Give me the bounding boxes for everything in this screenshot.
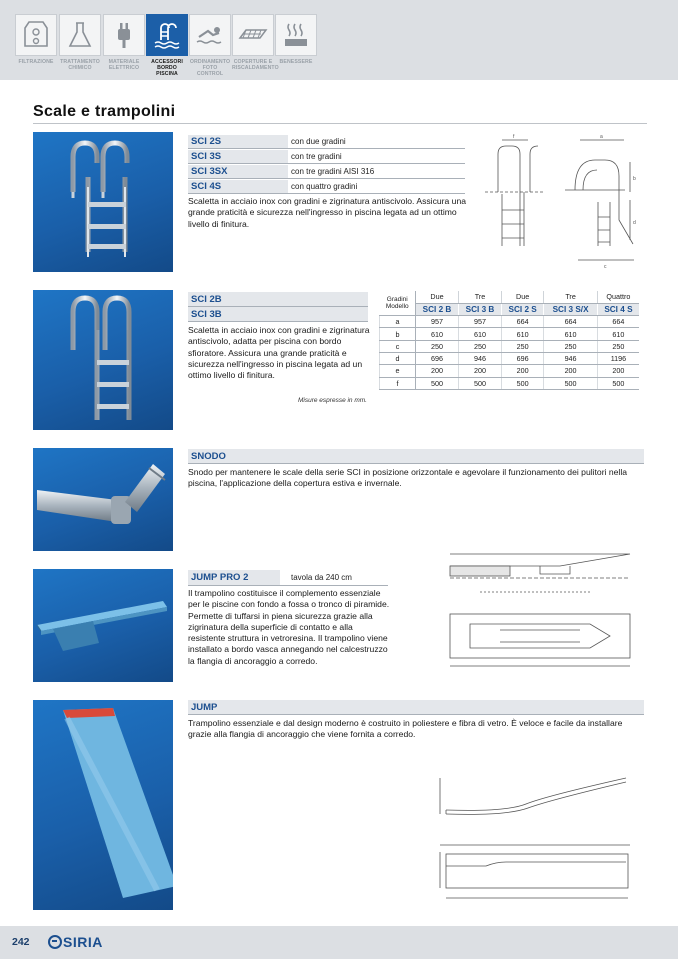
ladder-technical-drawing (480, 132, 650, 272)
table-cell: 610 (416, 328, 459, 340)
jump-title: JUMP (188, 700, 644, 715)
cover-icon (232, 14, 274, 56)
jump-pro-technical-drawing (440, 534, 640, 684)
table-cell: 250 (501, 340, 543, 352)
model-header: SCI 2 S (501, 303, 543, 315)
nav-coperture-riscaldamento[interactable]: COPERTURE E RISCALDAMENTO (232, 14, 274, 71)
table-cell: 500 (458, 377, 501, 389)
table-row (380, 328, 640, 340)
table-cell: 500 (544, 377, 598, 389)
jump-pro-rule (188, 585, 388, 586)
nav-trattamento-chimico[interactable]: TRATTAMENTO CHIMICO (59, 14, 101, 71)
table-cell: 664 (597, 316, 639, 328)
osiria-logo-icon (48, 935, 62, 949)
level-header: Due (416, 291, 459, 303)
table-cell: 250 (458, 340, 501, 352)
sci-b-description: Scaletta in acciaio inox con gradini e zigrinatura antiscivolo, adatta per piscina con bordo sfioratore. Assicura una grande praticità e sicurezza nell'ingresso in piscina legata ad un ottimo livello di finitura. (188, 325, 370, 381)
dimensions-table (379, 291, 639, 390)
table-cell: 610 (597, 328, 639, 340)
table-cell: 664 (501, 316, 543, 328)
snodo-title: SNODO (188, 449, 644, 464)
product-code: SCI 3S (188, 150, 288, 163)
jump-pro-description: Il trampolino costituisce il complemento essenziale per le piscine con fondo a fossa o tronco di piramide. Permette di tuffarsi in piena sicurezza grazie alla zigrinatura della superficie di contatto e alla resistente struttura in vetroresina. Il trampolino viene installato a bordo vasca annegando nel calcestruzzo la flangia di ancoraggio a corredo. (188, 588, 390, 666)
row-key: a (380, 316, 416, 328)
table-cell: 946 (544, 352, 598, 364)
product-row-sci-3s (188, 149, 465, 164)
swimmer-icon (189, 14, 231, 56)
jump-description: Trampolino essenziale e dal design moderno è costruito in poliestere e fibra di vetro. È veloce e facile da installare grazie alla flangia di ancoraggio che viene fornita a corredo. (188, 718, 623, 740)
model-header: SCI 3 S/X (544, 303, 598, 315)
table-level-row (380, 291, 640, 303)
table-cell: 946 (458, 352, 501, 364)
product-desc: con tre gradini (291, 151, 342, 161)
svg-text:d: d (633, 220, 636, 226)
level-header: Tre (544, 291, 598, 303)
product-code: SCI 4S (188, 180, 288, 193)
row-key: f (380, 377, 416, 389)
table-cell: 610 (544, 328, 598, 340)
svg-text:a: a (600, 134, 603, 140)
plug-icon (103, 14, 145, 56)
filter-icon (15, 14, 57, 56)
table-cell: 1196 (597, 352, 639, 364)
row-key: d (380, 352, 416, 364)
nav-materiale-elettrico[interactable]: MATERIALE ELETTRICO (103, 14, 145, 71)
table-cell: 200 (501, 365, 543, 377)
table-cell: 696 (416, 352, 459, 364)
wellness-icon (275, 14, 317, 56)
table-cell: 957 (416, 316, 459, 328)
table-cell: 250 (597, 340, 639, 352)
nav-benessere[interactable]: BENESSERE (275, 14, 317, 65)
table-row (380, 377, 640, 389)
table-cell: 610 (501, 328, 543, 340)
product-desc: con due gradini (291, 136, 346, 146)
table-cell: 500 (416, 377, 459, 389)
product-row-sci-4s (188, 179, 465, 194)
table-row (380, 340, 640, 352)
model-header: SCI 3 B (458, 303, 501, 315)
page-number: 242 (12, 936, 30, 948)
table-cell: 200 (458, 365, 501, 377)
table-row (380, 352, 640, 364)
ladder-b-photo (33, 290, 173, 430)
table-cell: 696 (501, 352, 543, 364)
model-header: SCI 4 S (597, 303, 639, 315)
table-cell: 500 (597, 377, 639, 389)
product-code-sci-2b: SCI 2B (188, 292, 368, 307)
table-cell: 200 (416, 365, 459, 377)
snodo-photo (33, 448, 173, 551)
flask-icon (59, 14, 101, 56)
svg-text:f: f (513, 134, 515, 140)
table-cell: 957 (458, 316, 501, 328)
measure-note: Misure espresse in mm. (298, 397, 367, 404)
jump-photo (33, 700, 173, 910)
table-cell: 200 (544, 365, 598, 377)
level-header: Due (501, 291, 543, 303)
table-cell: 610 (458, 328, 501, 340)
svg-text:b: b (633, 176, 636, 182)
table-row (380, 365, 640, 377)
jump-pro-subtitle: tavola da 240 cm (291, 573, 352, 582)
table-cell: 200 (597, 365, 639, 377)
corner-modello: Modello (385, 303, 409, 311)
category-nav (0, 0, 678, 80)
nav-accessori-bordo-piscina[interactable]: ACCESSORI BORDO PISCINA (146, 14, 188, 77)
jump-pro-title: JUMP PRO 2 (188, 570, 280, 585)
row-key: e (380, 365, 416, 377)
product-code-sci-3b: SCI 3B (188, 307, 368, 322)
row-key: c (380, 340, 416, 352)
product-desc: con quattro gradini (291, 181, 358, 191)
corner-gradini: Gradini (386, 296, 408, 304)
level-header: Tre (458, 291, 501, 303)
level-header: Quattro (597, 291, 639, 303)
product-row-sci-3sx (188, 164, 465, 179)
table-cell: 250 (416, 340, 459, 352)
product-row-sci-2s (188, 134, 465, 149)
table-cell: 664 (544, 316, 598, 328)
sci-s-description: Scaletta in acciaio inox con gradini e zigrinatura antiscivolo. Assicura una grande praticità e sicurezza nell'ingresso in piscina legata ad un ottimo livello di finitura. (188, 196, 467, 229)
nav-ordinamento[interactable]: ORDINAMENTO FOTO CONTROL (189, 14, 231, 77)
table-corner (380, 291, 416, 316)
table-cell: 500 (501, 377, 543, 389)
table-model-row (380, 303, 640, 315)
product-code: SCI 3SX (188, 165, 288, 178)
nav-filtrazione[interactable]: FILTRAZIONE (15, 14, 57, 65)
pool-ladder-icon (146, 14, 188, 56)
ladder-s-photo (33, 132, 173, 272)
title-divider (33, 123, 647, 124)
brand-logo (48, 934, 103, 950)
jump-technical-drawing (430, 770, 640, 905)
product-code: SCI 2S (188, 135, 288, 148)
page-title: Scale e trampolini (33, 103, 176, 120)
row-key: b (380, 328, 416, 340)
table-cell: 250 (544, 340, 598, 352)
brand-name: SIRIA (63, 934, 103, 950)
snodo-description: Snodo per mantenere le scale della serie SCI in posizione orizzontale e agevolare il funzionamento dei pulitori nella piscina, l'applicazione della copertura estiva e invernale. (188, 467, 628, 489)
svg-text:c: c (604, 264, 607, 270)
table-row (380, 316, 640, 328)
product-desc: con tre gradini AISI 316 (291, 166, 375, 176)
model-header: SCI 2 B (416, 303, 459, 315)
jump-pro-photo (33, 569, 173, 682)
